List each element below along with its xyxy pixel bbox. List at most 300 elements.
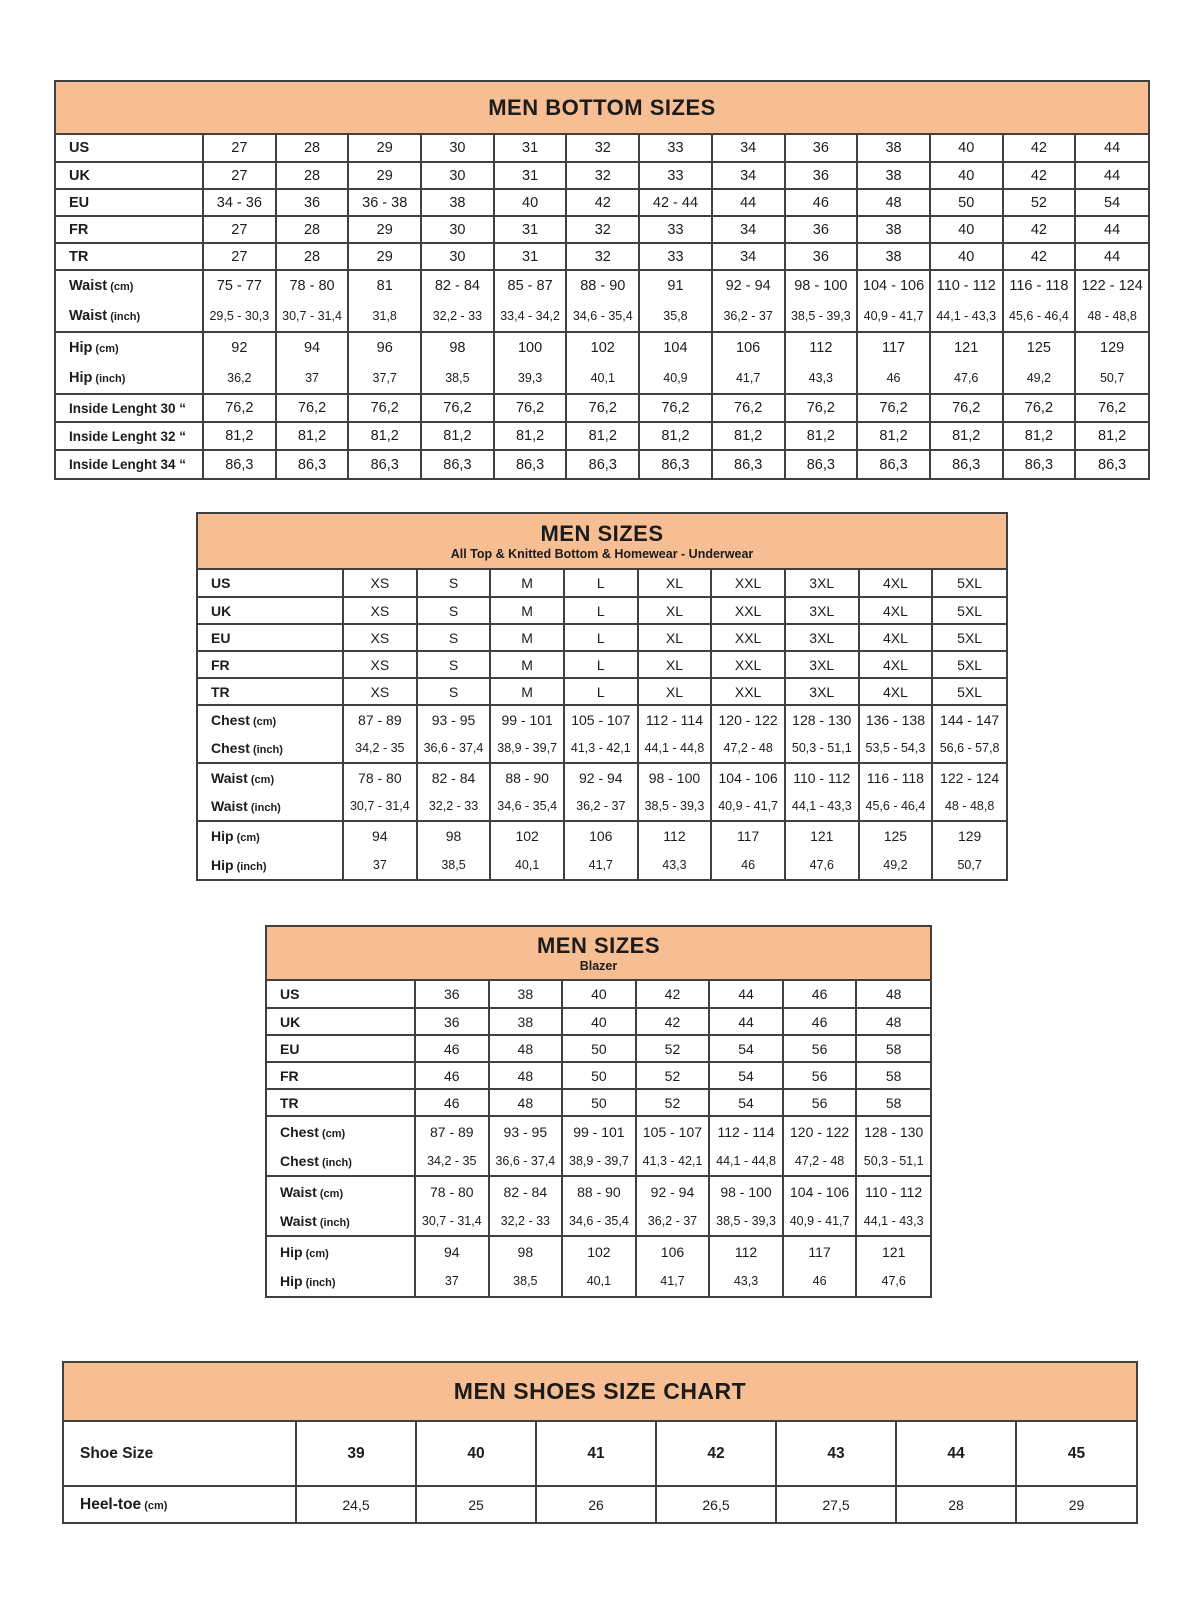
table-cell: 56 — [783, 1062, 857, 1089]
table-cell: 31 — [494, 162, 567, 189]
table-cell: 117 — [783, 1236, 857, 1266]
table-row — [198, 651, 1006, 678]
table-cell: 36 - 38 — [348, 189, 421, 216]
table-cell: 128 - 130 — [856, 1116, 930, 1146]
table-cell: M — [490, 678, 564, 705]
table-cell: 76,2 — [857, 394, 930, 422]
table-cell: 58 — [856, 1089, 930, 1116]
table-cell: 39,3 — [494, 363, 567, 394]
table-cell: XS — [343, 624, 417, 651]
table-cell: 42 — [1003, 216, 1076, 243]
table-cell: 27 — [203, 162, 276, 189]
table-cell: 106 — [564, 821, 638, 850]
table-cell: 30 — [421, 135, 494, 162]
table-cell: 42 — [1003, 243, 1076, 270]
table-cell: 42 — [1003, 162, 1076, 189]
table-cell: 38,5 — [421, 363, 494, 394]
table-subtitle: All Top & Knitted Bottom & Homewear - Underwear — [450, 547, 754, 561]
table-cell: 44 — [709, 981, 783, 1008]
table-cell: 34,2 - 35 — [343, 734, 417, 763]
table-cell: 46 — [857, 363, 930, 394]
table-cell: 94 — [276, 332, 349, 363]
table-cell: 34 — [712, 135, 785, 162]
table-cell: 5XL — [932, 570, 1006, 597]
table-cell: 49,2 — [859, 850, 933, 879]
table-cell: 47,6 — [856, 1266, 930, 1296]
table-cell: M — [490, 624, 564, 651]
table-cell: 48 — [857, 189, 930, 216]
table-cell: 44 — [1075, 216, 1148, 243]
table-cell: 86,3 — [566, 450, 639, 478]
table-cell: 30,7 - 31,4 — [415, 1206, 489, 1236]
men-sizes-blazer-grid — [267, 981, 930, 1296]
table-cell: 42 — [656, 1422, 776, 1486]
table-cell: 112 - 114 — [709, 1116, 783, 1146]
row-label: TR — [198, 678, 343, 705]
table-cell: 104 — [639, 332, 712, 363]
table-cell: 4XL — [859, 624, 933, 651]
table-row — [64, 1486, 1136, 1522]
table-row — [198, 850, 1006, 879]
table-cell: 87 - 89 — [415, 1116, 489, 1146]
table-cell: XXL — [711, 678, 785, 705]
table-cell: L — [564, 570, 638, 597]
table-cell: 30 — [421, 162, 494, 189]
table-cell: 41,7 — [564, 850, 638, 879]
table-row — [267, 1266, 930, 1296]
men-sizes-blazer-table — [265, 925, 932, 1298]
table-cell: 76,2 — [1075, 394, 1148, 422]
table-cell: 54 — [709, 1035, 783, 1062]
table-row — [198, 821, 1006, 850]
table-row — [198, 570, 1006, 597]
table-cell: S — [417, 570, 491, 597]
table-cell: 121 — [930, 332, 1003, 363]
table-cell: 3XL — [785, 624, 859, 651]
table-cell: 50,3 - 51,1 — [785, 734, 859, 763]
table-row — [267, 1062, 930, 1089]
table-cell: 92 - 94 — [564, 763, 638, 792]
table-cell: 28 — [276, 216, 349, 243]
men-bottom-sizes-table — [54, 80, 1150, 480]
table-cell: 81,2 — [494, 422, 567, 450]
table-cell: 32,2 - 33 — [417, 792, 491, 821]
table-cell: 29 — [1016, 1486, 1136, 1522]
table-cell: S — [417, 651, 491, 678]
table-cell: 92 - 94 — [636, 1176, 710, 1206]
table-cell: M — [490, 597, 564, 624]
row-label: Waist (inch) — [280, 1212, 350, 1229]
row-label: Hip (inch) — [280, 1273, 336, 1289]
table-cell: 102 — [562, 1236, 636, 1266]
table-cell: 33 — [639, 162, 712, 189]
table-cell: 29,5 - 30,3 — [203, 301, 276, 332]
table-cell: 81,2 — [566, 422, 639, 450]
table-row — [267, 1206, 930, 1236]
table-cell: 76,2 — [639, 394, 712, 422]
table-cell: 86,3 — [785, 450, 858, 478]
table-cell: 54 — [709, 1089, 783, 1116]
table-cell: 46 — [415, 1089, 489, 1116]
table-cell: 5XL — [932, 678, 1006, 705]
table-cell: 41,7 — [712, 363, 785, 394]
table-title: MEN SHOES SIZE CHART — [453, 1378, 747, 1404]
table-cell: 81,2 — [1075, 422, 1148, 450]
row-label: Heel-toe (cm) — [64, 1486, 296, 1522]
table-cell: 40 — [562, 1008, 636, 1035]
table-row — [267, 1008, 930, 1035]
table-cell: 26 — [536, 1486, 656, 1522]
table-cell: 38 — [489, 981, 563, 1008]
table-cell: 37 — [343, 850, 417, 879]
table-cell: 82 - 84 — [421, 270, 494, 301]
table-cell: 98 - 100 — [638, 763, 712, 792]
table-cell: 30 — [421, 243, 494, 270]
row-label: Waist (inch) — [211, 798, 281, 814]
table-row — [267, 1176, 930, 1206]
table-cell: 31 — [494, 135, 567, 162]
table-cell: 3XL — [785, 570, 859, 597]
table-row — [267, 1035, 930, 1062]
table-cell: 27 — [203, 135, 276, 162]
table-cell: 76,2 — [1003, 394, 1076, 422]
table-cell: 56 — [783, 1089, 857, 1116]
table-cell: 58 — [856, 1062, 930, 1089]
table-cell: 40 — [494, 189, 567, 216]
table-cell: 46 — [783, 1008, 857, 1035]
table-cell: 46 — [783, 981, 857, 1008]
table-cell: XXL — [711, 624, 785, 651]
table-row — [56, 189, 1148, 216]
table-cell: XS — [343, 570, 417, 597]
table-cell: 48 - 48,8 — [1075, 301, 1148, 332]
table-row — [56, 422, 1148, 450]
table-cell: 129 — [932, 821, 1006, 850]
row-label: Waist (inch) — [69, 308, 141, 324]
row-label: FR — [198, 651, 343, 678]
table-cell: 81,2 — [1003, 422, 1076, 450]
row-label: UK — [267, 1008, 415, 1035]
table-cell: 40,9 - 41,7 — [711, 792, 785, 821]
table-cell: XS — [343, 651, 417, 678]
table-cell: 46 — [415, 1035, 489, 1062]
table-cell: 30 — [421, 216, 494, 243]
table-cell: 98 - 100 — [709, 1176, 783, 1206]
men-sizes-top-header — [198, 514, 1006, 570]
row-label: Hip (cm) — [198, 821, 343, 850]
table-cell: 32,2 - 33 — [421, 301, 494, 332]
table-row — [56, 135, 1148, 162]
table-cell: 29 — [348, 243, 421, 270]
table-cell: 4XL — [859, 570, 933, 597]
table-cell: 81,2 — [712, 422, 785, 450]
table-cell: 38 — [857, 162, 930, 189]
men-bottom-sizes-header — [56, 82, 1148, 135]
table-cell: 76,2 — [348, 394, 421, 422]
table-cell: 86,3 — [639, 450, 712, 478]
table-cell: 122 - 124 — [1075, 270, 1148, 301]
table-cell: 54 — [1075, 189, 1148, 216]
table-cell: 76,2 — [785, 394, 858, 422]
table-cell: 50,7 — [932, 850, 1006, 879]
table-cell: 117 — [857, 332, 930, 363]
table-cell: 43 — [776, 1422, 896, 1486]
table-cell: 46 — [415, 1062, 489, 1089]
row-label: Shoe Size — [80, 1444, 154, 1462]
table-row — [198, 705, 1006, 734]
table-cell: L — [564, 651, 638, 678]
table-cell: 99 - 101 — [562, 1116, 636, 1146]
table-cell: 96 — [348, 332, 421, 363]
row-label: Chest (cm) — [267, 1116, 415, 1146]
table-cell: 47,6 — [785, 850, 859, 879]
table-cell: XL — [638, 678, 712, 705]
table-cell: 40,1 — [490, 850, 564, 879]
table-cell: 34,6 - 35,4 — [566, 301, 639, 332]
table-cell: 47,6 — [930, 363, 1003, 394]
table-cell: M — [490, 651, 564, 678]
table-cell: 32 — [566, 216, 639, 243]
table-cell: 45,6 - 46,4 — [1003, 301, 1076, 332]
table-cell: 28 — [896, 1486, 1016, 1522]
table-cell: 93 - 95 — [417, 705, 491, 734]
table-cell: 93 - 95 — [489, 1116, 563, 1146]
table-cell: 102 — [566, 332, 639, 363]
table-row — [267, 1089, 930, 1116]
table-cell: 38,5 - 39,3 — [709, 1206, 783, 1236]
table-cell: 43,3 — [638, 850, 712, 879]
table-cell: 48 — [489, 1035, 563, 1062]
table-cell: 36 — [785, 162, 858, 189]
table-cell: 40,9 — [639, 363, 712, 394]
table-cell: 117 — [711, 821, 785, 850]
table-cell: 37,7 — [348, 363, 421, 394]
table-cell: 88 - 90 — [562, 1176, 636, 1206]
table-cell: XL — [638, 624, 712, 651]
table-cell: 110 - 112 — [930, 270, 1003, 301]
row-label: Inside Lenght 30 “ — [56, 394, 203, 422]
table-cell: 44,1 - 43,3 — [785, 792, 859, 821]
table-cell: 76,2 — [276, 394, 349, 422]
table-cell: 30,7 - 31,4 — [343, 792, 417, 821]
table-cell: 81,2 — [276, 422, 349, 450]
table-cell: 50 — [562, 1035, 636, 1062]
table-title: MEN SIZES — [536, 933, 661, 958]
table-cell: 81,2 — [930, 422, 1003, 450]
row-label: Hip (inch) — [211, 856, 267, 873]
table-subtitle: Blazer — [579, 959, 618, 973]
table-row — [198, 792, 1006, 821]
table-cell: 105 - 107 — [636, 1116, 710, 1146]
row-label: TR — [56, 243, 203, 270]
table-cell: 104 - 106 — [857, 270, 930, 301]
men-shoes-grid — [64, 1422, 1136, 1522]
men-shoes-size-chart-table — [62, 1361, 1138, 1524]
table-cell: 36 — [276, 189, 349, 216]
table-cell: 40 — [416, 1422, 536, 1486]
table-cell: 88 - 90 — [490, 763, 564, 792]
table-cell: 92 - 94 — [712, 270, 785, 301]
row-label: UK — [56, 162, 203, 189]
table-cell: XXL — [711, 597, 785, 624]
table-cell: 110 - 112 — [856, 1176, 930, 1206]
table-cell: 3XL — [785, 678, 859, 705]
table-cell: 29 — [348, 135, 421, 162]
table-cell: 36 — [785, 216, 858, 243]
table-cell: 38,5 - 39,3 — [638, 792, 712, 821]
table-cell: 5XL — [932, 624, 1006, 651]
row-label: Hip (inch) — [69, 370, 126, 386]
table-cell: 128 - 130 — [785, 705, 859, 734]
table-cell: 75 - 77 — [203, 270, 276, 301]
table-cell: 3XL — [785, 651, 859, 678]
table-cell: 82 - 84 — [417, 763, 491, 792]
table-cell: 40 — [930, 135, 1003, 162]
table-cell: 102 — [490, 821, 564, 850]
table-cell: 29 — [348, 162, 421, 189]
table-cell: L — [564, 678, 638, 705]
table-cell: 116 - 118 — [1003, 270, 1076, 301]
table-cell: 36,6 - 37,4 — [489, 1146, 563, 1176]
table-cell: 44 — [896, 1422, 1016, 1486]
table-cell: 85 - 87 — [494, 270, 567, 301]
table-cell: 37 — [276, 363, 349, 394]
table-cell: 52 — [1003, 189, 1076, 216]
table-cell: 50,3 - 51,1 — [856, 1146, 930, 1176]
table-cell: 41,7 — [636, 1266, 710, 1296]
table-cell: 42 — [1003, 135, 1076, 162]
table-cell: 76,2 — [421, 394, 494, 422]
table-cell: 36,2 - 37 — [564, 792, 638, 821]
table-cell: 36,2 — [203, 363, 276, 394]
row-label: EU — [198, 624, 343, 651]
table-cell: 34,2 - 35 — [415, 1146, 489, 1176]
table-cell: 56 — [783, 1035, 857, 1062]
table-cell: 105 - 107 — [564, 705, 638, 734]
table-cell: 31,8 — [348, 301, 421, 332]
table-cell: 30,7 - 31,4 — [276, 301, 349, 332]
table-row — [56, 301, 1148, 332]
table-cell: 50 — [562, 1062, 636, 1089]
table-row — [198, 624, 1006, 651]
table-cell: 32 — [566, 162, 639, 189]
table-cell: XL — [638, 651, 712, 678]
table-cell: 41,3 - 42,1 — [564, 734, 638, 763]
table-cell: 91 — [639, 270, 712, 301]
row-label: UK — [198, 597, 343, 624]
table-row — [198, 734, 1006, 763]
table-cell: 52 — [636, 1089, 710, 1116]
table-cell: 34 — [712, 216, 785, 243]
table-cell: 120 - 122 — [783, 1116, 857, 1146]
row-label: Waist (cm) — [198, 763, 343, 792]
table-cell: 98 — [489, 1236, 563, 1266]
table-cell: 53,5 - 54,3 — [859, 734, 933, 763]
table-cell: 27 — [203, 243, 276, 270]
table-cell: 98 - 100 — [785, 270, 858, 301]
table-cell: 81,2 — [421, 422, 494, 450]
table-cell: 81,2 — [857, 422, 930, 450]
table-cell: 76,2 — [566, 394, 639, 422]
table-cell: XL — [638, 570, 712, 597]
table-cell: 4XL — [859, 678, 933, 705]
table-cell: 26,5 — [656, 1486, 776, 1522]
table-cell: 86,3 — [857, 450, 930, 478]
table-cell: 112 - 114 — [638, 705, 712, 734]
table-cell: L — [564, 597, 638, 624]
table-cell: 98 — [417, 821, 491, 850]
table-cell: 86,3 — [712, 450, 785, 478]
table-cell: 92 — [203, 332, 276, 363]
table-cell: 42 — [636, 981, 710, 1008]
table-cell: 36,2 - 37 — [636, 1206, 710, 1236]
row-label: US — [211, 575, 231, 591]
table-cell: 28 — [276, 135, 349, 162]
table-cell: 86,3 — [1075, 450, 1148, 478]
table-row — [56, 363, 1148, 394]
table-cell: S — [417, 597, 491, 624]
table-cell: 36 — [785, 135, 858, 162]
table-row — [198, 763, 1006, 792]
table-cell: 86,3 — [1003, 450, 1076, 478]
table-cell: 3XL — [785, 597, 859, 624]
table-cell: 46 — [783, 1266, 857, 1296]
table-cell: 41 — [536, 1422, 656, 1486]
table-cell: 4XL — [859, 597, 933, 624]
table-cell: 136 - 138 — [859, 705, 933, 734]
table-cell: 86,3 — [930, 450, 1003, 478]
table-cell: 86,3 — [421, 450, 494, 478]
row-label: Chest (inch) — [280, 1152, 352, 1169]
table-cell: 94 — [343, 821, 417, 850]
table-cell: 28 — [276, 243, 349, 270]
row-label: Waist (cm) — [267, 1176, 415, 1206]
table-cell: 44,1 - 44,8 — [709, 1146, 783, 1176]
table-cell: 125 — [859, 821, 933, 850]
table-cell: 86,3 — [203, 450, 276, 478]
table-cell: 46 — [711, 850, 785, 879]
table-row — [56, 243, 1148, 270]
table-cell: 38,5 — [417, 850, 491, 879]
table-cell: 4XL — [859, 651, 933, 678]
table-row — [56, 332, 1148, 363]
table-cell: 44 — [1075, 135, 1148, 162]
table-cell: 38 — [421, 189, 494, 216]
row-label: FR — [267, 1062, 415, 1089]
table-cell: 35,8 — [639, 301, 712, 332]
table-cell: XL — [638, 597, 712, 624]
table-title: MEN SIZES — [540, 521, 664, 546]
table-cell: 36,6 - 37,4 — [417, 734, 491, 763]
table-cell: 50 — [562, 1089, 636, 1116]
table-cell: 44,1 - 44,8 — [638, 734, 712, 763]
table-row — [56, 162, 1148, 189]
table-cell: 5XL — [932, 597, 1006, 624]
table-row — [267, 1236, 930, 1266]
table-cell: 106 — [712, 332, 785, 363]
table-cell: 78 - 80 — [276, 270, 349, 301]
table-cell: 81,2 — [785, 422, 858, 450]
row-label: Chest (cm) — [198, 705, 343, 734]
table-cell: 78 - 80 — [343, 763, 417, 792]
table-cell: 104 - 106 — [783, 1176, 857, 1206]
table-cell: 34 — [712, 243, 785, 270]
table-cell: L — [564, 624, 638, 651]
table-cell: 27 — [203, 216, 276, 243]
table-cell: 39 — [296, 1422, 416, 1486]
table-cell: 32 — [566, 243, 639, 270]
table-row — [198, 597, 1006, 624]
